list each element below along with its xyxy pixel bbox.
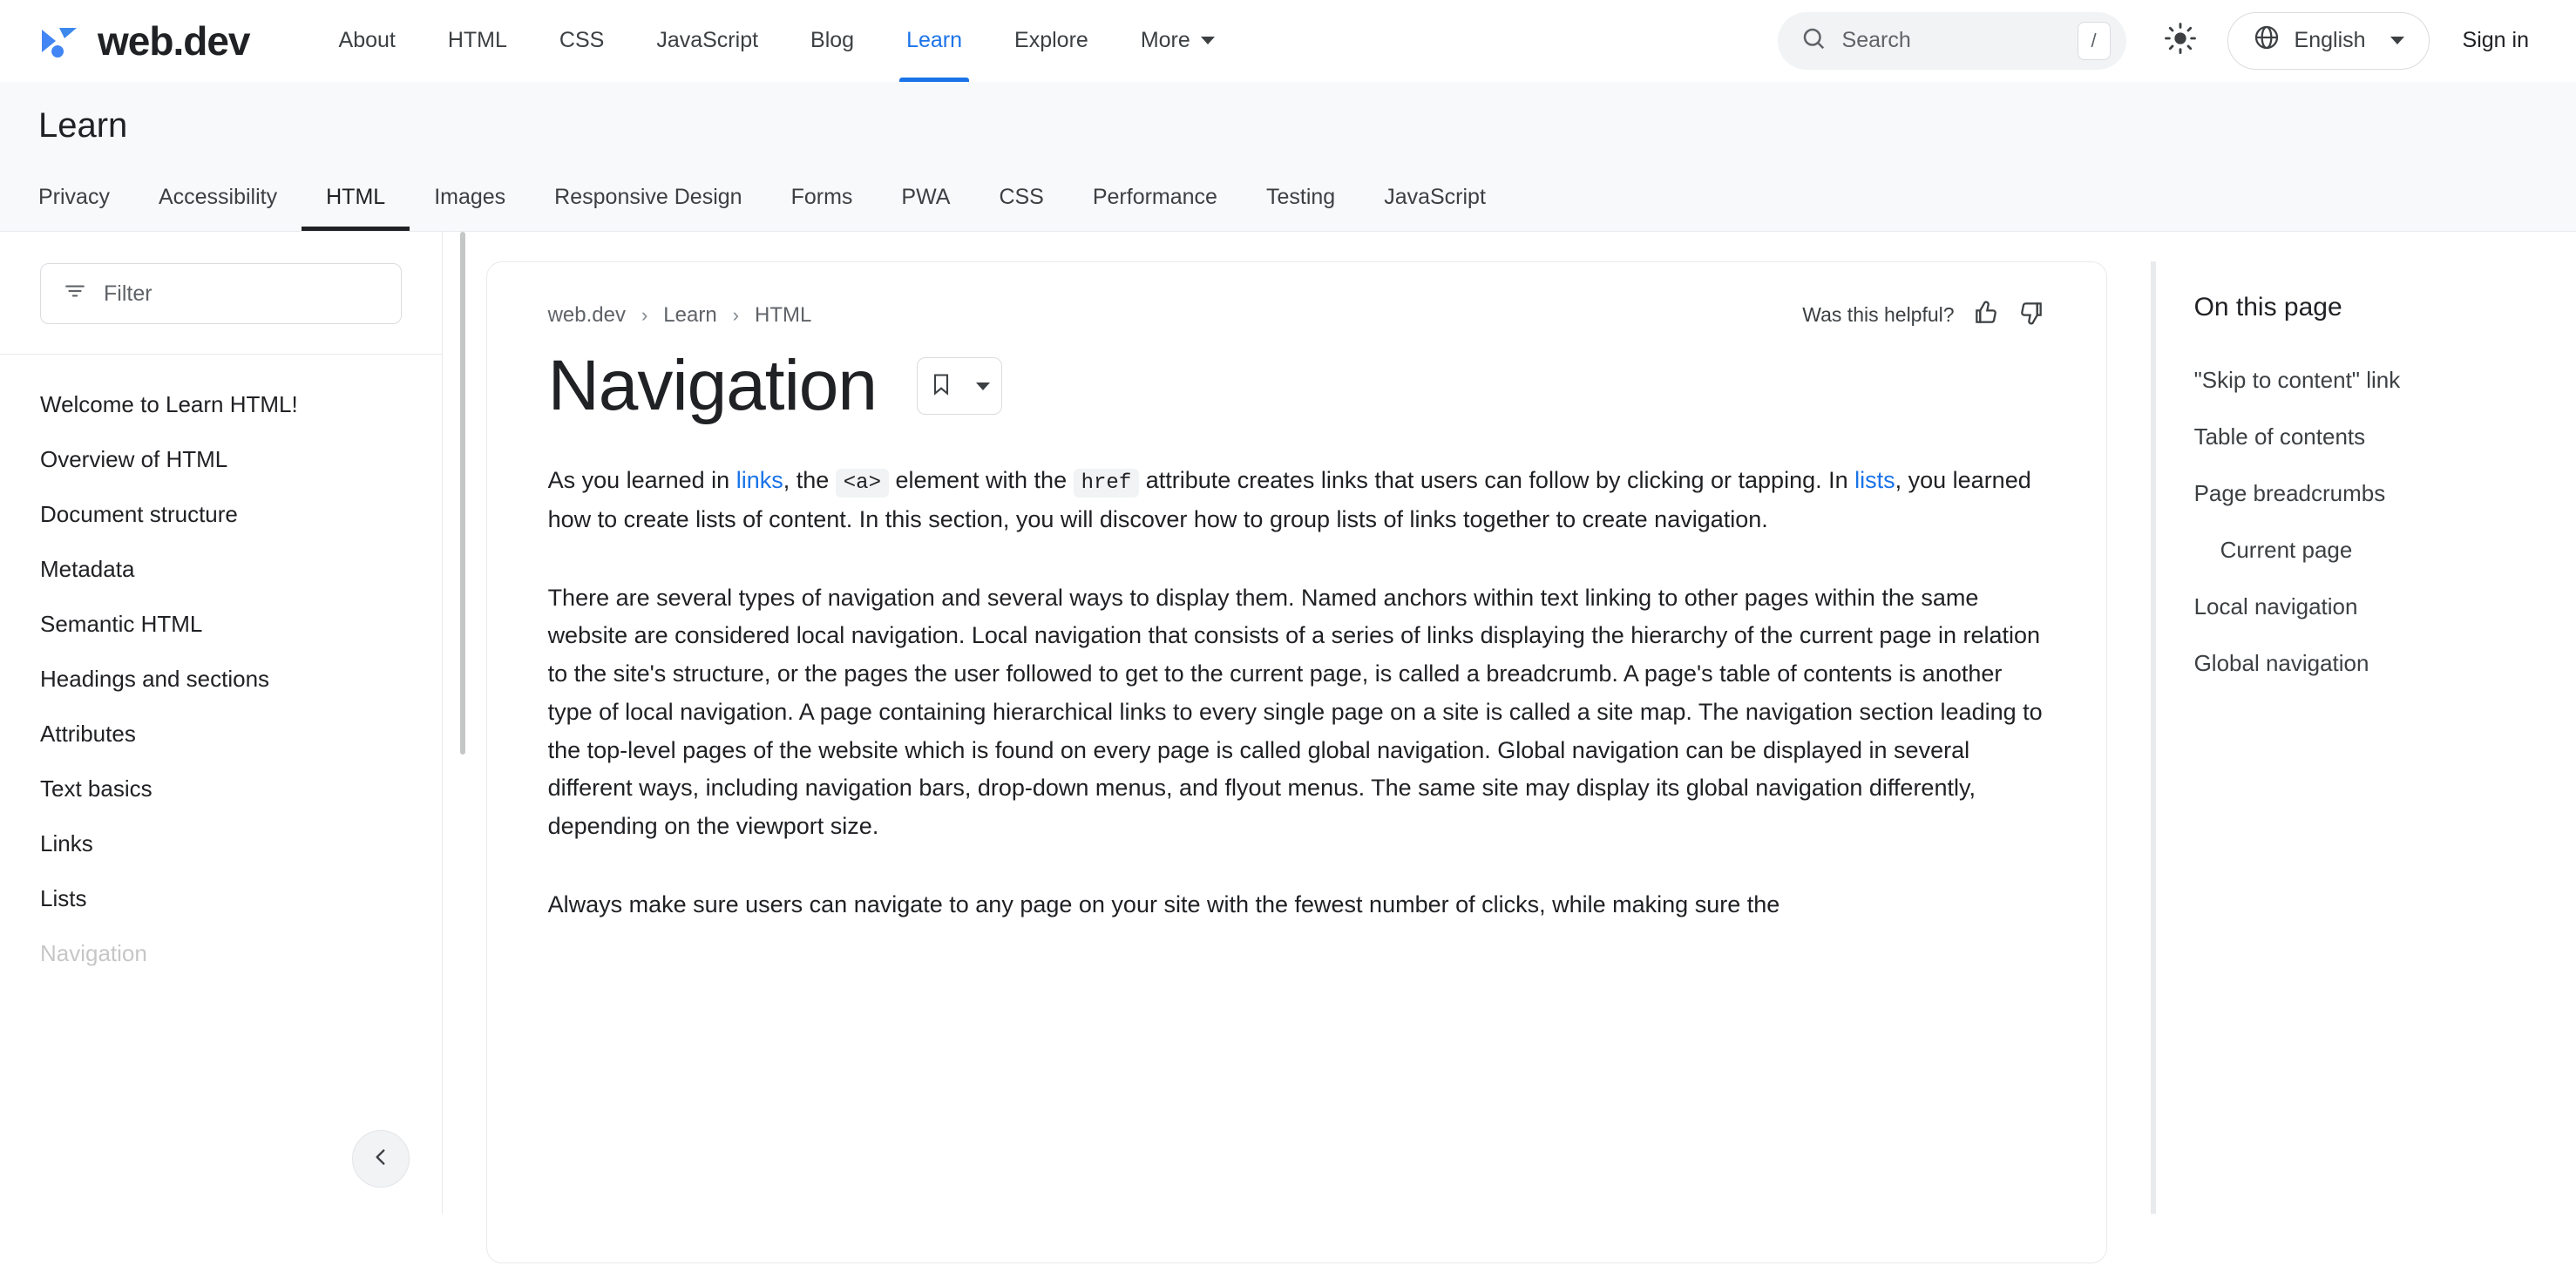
article-title: Navigation	[547, 346, 878, 425]
nav-label: HTML	[447, 28, 507, 52]
nav-label: Learn	[906, 28, 963, 52]
search-input[interactable]	[1778, 12, 2126, 70]
primary-nav	[313, 0, 1241, 82]
nav-label: About	[338, 28, 396, 52]
tab-responsive-design[interactable]	[530, 185, 766, 231]
nav-item-javascript[interactable]	[630, 0, 784, 82]
text-fragment: , you learned how to create lists of content. In this section, you will discover how to group lists of links together to create navigation.	[547, 467, 2031, 532]
sidebar-item-overview[interactable]: Overview of HTML	[40, 446, 228, 472]
article-title-row	[547, 346, 2045, 425]
bookmark-icon	[929, 372, 953, 401]
tab-label: PWA	[901, 185, 951, 209]
text-fragment: , the	[783, 467, 836, 493]
breadcrumb-item-learn[interactable]: Learn	[663, 302, 717, 327]
tab-pwa[interactable]	[877, 185, 974, 231]
link-links[interactable]: links	[736, 467, 783, 493]
sidebar-collapse-button[interactable]	[352, 1130, 410, 1188]
sidebar-item-navigation[interactable]: Navigation	[40, 940, 147, 966]
toc-item-global-navigation[interactable]: Global navigation	[2193, 650, 2369, 676]
toc-item-current-page[interactable]: Current page	[2220, 537, 2353, 563]
nav-item-css[interactable]	[533, 0, 630, 82]
sidebar-item-text-basics[interactable]: Text basics	[40, 775, 153, 802]
sidebar-item-lists[interactable]: Lists	[40, 885, 87, 911]
brand-name: web.dev	[98, 17, 250, 64]
webdev-logo-icon	[38, 19, 82, 63]
tab-testing[interactable]	[1242, 185, 1359, 231]
globe-icon	[2253, 24, 2281, 58]
toc-item-skip-to-content-link[interactable]: "Skip to content" link	[2193, 367, 2401, 393]
chevron-down-icon	[2390, 37, 2404, 44]
bookmark-button[interactable]	[917, 357, 1002, 415]
breadcrumb-item-webdev[interactable]: web.dev	[547, 302, 626, 327]
code-anchor-element: <a>	[836, 469, 889, 498]
feedback-label: Was this helpful?	[1802, 303, 1955, 326]
text-fragment: As you learned in	[547, 467, 736, 493]
toc-item-page-breadcrumbs[interactable]: Page breadcrumbs	[2193, 480, 2386, 506]
chevron-left-icon	[369, 1146, 392, 1173]
sidebar-nav-list	[40, 355, 402, 981]
nav-label: Explore	[1014, 28, 1088, 52]
tab-images[interactable]	[410, 185, 530, 231]
article-top-row	[548, 299, 2045, 331]
search-shortcut-key: /	[2078, 22, 2111, 60]
language-label: English	[2294, 28, 2366, 52]
sun-icon	[2164, 22, 2197, 59]
sidebar-item-attributes[interactable]: Attributes	[40, 721, 136, 747]
learn-tabs	[38, 163, 2538, 231]
sidebar-item-metadata[interactable]: Metadata	[40, 556, 135, 582]
article-card	[486, 261, 2107, 1263]
nav-item-more[interactable]	[1115, 0, 1241, 82]
thumbs-up-icon[interactable]	[1972, 299, 2000, 331]
sign-in-button[interactable]: Sign in	[2462, 28, 2529, 52]
on-this-page-toc	[2151, 261, 2541, 1214]
text-fragment: element with the	[888, 467, 1074, 493]
feedback-widget	[1802, 299, 2044, 331]
tab-label: Testing	[1265, 185, 1336, 209]
paragraph-3: Always make sure users can navigate to any page on your site with the fewest number of clicks, while making sure the	[547, 890, 1780, 917]
tab-html[interactable]	[302, 185, 410, 231]
filter-input[interactable]	[40, 263, 402, 324]
nav-item-learn[interactable]	[880, 0, 988, 82]
chevron-down-icon	[1201, 37, 1215, 44]
sidebar-item-welcome[interactable]: Welcome to Learn HTML!	[40, 391, 298, 417]
text-fragment: attribute creates links that users can follow by clicking or tapping. In	[1139, 467, 1855, 493]
theme-toggle-button[interactable]	[2156, 17, 2205, 65]
paragraph-2: There are several types of navigation and several ways to display them. Named anchors within text linking to other pages within the same website are considered local navigation. Local navigation that consists of a series of links displaying the hierarchy of the current page in relation to the site's structure, or the pages the user followed to get to the current page, is called a breadcrumb. A page's table of contents is another type of local navigation. A page containing hierarchical links to every single page on a site is called a site map. The navigation section leading to the top-level pages of the website which is found on every page is called global navigation. Global navigation can be displayed in several different ways, including navigation bars, drop-down menus, and flyout menus. The same site may display its global navigation differently, depending on the viewport size.	[547, 584, 2043, 840]
toc-item-table-of-contents[interactable]: Table of contents	[2193, 423, 2366, 450]
nav-item-explore[interactable]	[988, 0, 1115, 82]
global-header	[0, 0, 2576, 82]
nav-label: More	[1140, 28, 1190, 52]
toc-item-local-navigation[interactable]: Local navigation	[2193, 593, 2358, 619]
breadcrumb-item-html[interactable]: HTML	[755, 302, 812, 327]
page-body	[0, 232, 2576, 1214]
page-title: Learn	[38, 106, 128, 145]
tab-label: Accessibility	[158, 185, 278, 209]
nav-label: CSS	[559, 28, 605, 52]
tab-performance[interactable]	[1068, 185, 1242, 231]
sidebar-item-links[interactable]: Links	[40, 830, 93, 856]
thumbs-down-icon[interactable]	[2017, 299, 2045, 331]
tab-label: Responsive Design	[554, 185, 742, 209]
code-href-attribute: href	[1074, 469, 1140, 498]
nav-item-about[interactable]	[313, 0, 422, 82]
search-icon	[1800, 25, 1827, 56]
nav-label: Blog	[810, 28, 855, 52]
filter-placeholder: Filter	[104, 281, 153, 306]
tab-label: Images	[434, 185, 506, 209]
tab-privacy[interactable]	[38, 185, 134, 231]
tab-label: HTML	[326, 185, 386, 209]
breadcrumb-separator: ›	[732, 303, 739, 326]
tab-accessibility[interactable]	[134, 185, 302, 231]
breadcrumb-separator: ›	[641, 303, 648, 326]
tab-label: CSS	[999, 185, 1044, 209]
site-logo[interactable]	[38, 17, 250, 64]
tab-javascript[interactable]	[1359, 185, 1510, 231]
nav-item-html[interactable]	[422, 0, 533, 82]
learn-section-header	[0, 82, 2576, 232]
tab-css[interactable]	[974, 185, 1068, 231]
filter-icon	[64, 280, 86, 308]
nav-item-blog[interactable]	[784, 0, 880, 82]
tab-label: Privacy	[38, 185, 110, 209]
chevron-down-icon	[976, 383, 990, 390]
nav-label: JavaScript	[656, 28, 759, 52]
tab-label: Forms	[790, 185, 853, 209]
sidebar-item-document-structure[interactable]: Document structure	[40, 501, 238, 527]
breadcrumb	[548, 303, 812, 328]
search-placeholder: Search	[1841, 28, 1911, 52]
sidebar-item-headings-sections[interactable]: Headings and sections	[40, 666, 270, 692]
tab-label: Performance	[1092, 185, 1217, 209]
toc-title: On this page	[2193, 293, 2342, 322]
tab-label: JavaScript	[1384, 185, 1486, 209]
link-lists[interactable]: lists	[1854, 467, 1895, 493]
tab-forms[interactable]	[767, 185, 878, 231]
language-selector[interactable]	[2227, 12, 2430, 70]
main-content	[443, 232, 2151, 1214]
paragraph-1	[548, 462, 2045, 539]
sidebar-scrollbar[interactable]	[460, 232, 465, 755]
sidebar-item-semantic-html[interactable]: Semantic HTML	[40, 611, 203, 637]
left-sidebar	[0, 232, 443, 1214]
